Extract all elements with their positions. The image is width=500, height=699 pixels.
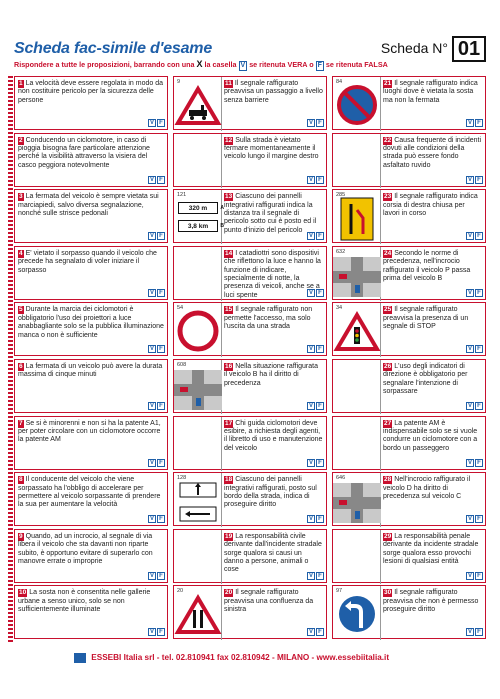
question-number: 30 (384, 589, 392, 597)
instructions (14, 59, 388, 71)
answer-boxes (307, 572, 324, 580)
answer-boxes (148, 459, 165, 467)
question-number: 6 (19, 363, 23, 370)
question-card (14, 359, 168, 413)
true-checkbox[interactable]: V (308, 176, 313, 183)
question-card (14, 416, 168, 470)
true-checkbox[interactable]: V (467, 572, 472, 579)
merge-warning-sign-icon (174, 586, 222, 640)
true-checkbox[interactable]: V (467, 516, 472, 523)
true-checkbox[interactable]: V (308, 403, 313, 409)
question-body: I catadiottri sono dispositivi che riflettono la luce e hanno la funzione di indicare, specialmente di notte, la presenza di veicoli, anche se a luci spente (224, 249, 321, 299)
false-checkbox[interactable]: F (475, 176, 483, 184)
question-number: 14 (225, 249, 233, 257)
question-card (14, 133, 168, 187)
question-card (173, 302, 327, 356)
answer-boxes (148, 628, 165, 636)
page-title: Scheda fac-simile d'esame (14, 40, 213, 57)
answer-boxes (148, 289, 165, 297)
figure-box (333, 360, 381, 414)
true-checkbox[interactable]: V (149, 629, 154, 636)
answer-boxes (148, 515, 165, 523)
traffic-light-sign-icon (333, 303, 381, 357)
false-checkbox[interactable]: F (316, 628, 324, 636)
false-checkbox[interactable]: F (157, 572, 165, 580)
question-text (383, 250, 482, 284)
question-number: 27 (384, 419, 392, 427)
question-card (173, 133, 327, 187)
false-checkbox[interactable]: F (316, 289, 324, 297)
figure-box (333, 586, 381, 640)
junction-diagram-icon (174, 360, 222, 414)
false-checkbox[interactable]: F (157, 289, 165, 297)
question-number: 2 (19, 136, 23, 144)
instructions-b: la casella (204, 60, 237, 69)
question-body: Nella situazione raffigurata il veicolo B ha il diritto di precedenza (224, 363, 318, 387)
question-number: 3 (19, 193, 23, 201)
answer-boxes (466, 459, 483, 467)
false-checkbox[interactable]: F (157, 119, 165, 127)
answer-boxes (307, 345, 324, 353)
instructions-f-box: F (317, 62, 322, 69)
question-card (173, 585, 327, 639)
answer-boxes (307, 515, 324, 523)
false-checkbox[interactable]: F (157, 402, 165, 410)
true-checkbox[interactable]: V (149, 516, 154, 523)
figure-box (333, 303, 381, 357)
question-text (383, 80, 482, 105)
question-number: 16 (225, 363, 233, 370)
figure-box (174, 77, 222, 131)
level-crossing-sign-icon (174, 77, 222, 131)
question-number: 11 (225, 80, 232, 87)
question-body: E' vietato il sorpasso quando il veicolo che precede ha segnalato di voler iniziare il sorpasso (18, 249, 157, 274)
true-checkbox[interactable]: V (467, 233, 472, 240)
true-checkbox[interactable]: V (308, 120, 313, 126)
question-body: Se si è minorenni e non si ha la patente A1, per poter circolare con un ciclomotore occorre la patente AM (18, 419, 161, 444)
question-body: La fermata di un veicolo può avere la durata massima di cinque minuti (18, 363, 163, 379)
false-checkbox[interactable]: F (475, 515, 483, 523)
answer-boxes (307, 232, 324, 240)
answer-boxes (466, 345, 483, 353)
question-card (332, 416, 486, 470)
false-checkbox[interactable]: F (316, 119, 324, 127)
question-card (173, 416, 327, 470)
false-checkbox[interactable]: F (475, 402, 483, 410)
true-checkbox[interactable]: V (467, 403, 472, 409)
false-checkbox[interactable]: F (475, 572, 483, 580)
scheda-label: Scheda N° (380, 40, 448, 56)
answer-boxes (466, 515, 483, 523)
true-checkbox[interactable]: V (308, 289, 313, 296)
question-card (173, 189, 327, 243)
question-text (383, 533, 482, 567)
true-checkbox[interactable]: V (149, 120, 154, 126)
question-text (224, 476, 323, 510)
question-card (332, 189, 486, 243)
false-checkbox[interactable]: F (475, 345, 483, 353)
question-text (18, 250, 164, 275)
question-number: 28 (384, 476, 392, 484)
question-card (14, 529, 168, 583)
answer-boxes (148, 345, 165, 353)
question-body: La responsabilità penale derivante da incidente stradale sorge qualora esso provochi lesioni di qualsiasi entità (383, 532, 479, 566)
question-card (14, 585, 168, 639)
left-rail (8, 76, 13, 642)
question-number: 24 (384, 249, 392, 257)
question-card (332, 302, 486, 356)
column-3 (332, 76, 486, 642)
true-checkbox[interactable]: V (467, 176, 472, 183)
question-body: Il segnale raffigurato non permette l'accesso, ma solo l'uscita da una strada (224, 306, 313, 331)
false-checkbox[interactable]: F (316, 232, 324, 240)
figure-number: 128 (177, 475, 187, 482)
figure-number: 121 (177, 192, 187, 199)
question-number: 23 (384, 193, 392, 201)
instructions-c: se ritenuta VERA o (249, 60, 314, 69)
question-number: 5 (19, 306, 23, 314)
question-text (18, 306, 164, 340)
false-checkbox[interactable]: F (316, 515, 324, 523)
question-text (18, 589, 164, 614)
answer-boxes (148, 119, 165, 127)
question-number: 4 (19, 249, 23, 257)
question-number: 17 (225, 419, 233, 427)
true-checkbox[interactable]: V (149, 459, 154, 466)
question-body: Il segnale raffigurato indica corsia di destra chiusa per lavori in corso (383, 193, 478, 217)
question-text (224, 306, 323, 331)
answer-boxes (307, 289, 324, 297)
question-number: 8 (19, 476, 23, 484)
answer-boxes (466, 289, 483, 297)
answer-boxes (148, 572, 165, 580)
figure-number: 84 (336, 79, 343, 85)
question-grid (14, 76, 486, 642)
question-card (14, 189, 168, 243)
answer-boxes (466, 232, 483, 240)
figure-number: 9 (177, 79, 181, 85)
question-text (224, 80, 323, 105)
question-card (332, 529, 486, 583)
question-text (224, 137, 323, 162)
question-text (383, 420, 482, 454)
true-checkbox[interactable]: V (467, 120, 472, 126)
answer-boxes (466, 119, 483, 127)
question-body: Ciascuno dei pannelli integrativi raffigurati indica la distanza tra il segnale di pericolo sotto cui è posto ed il punto d'inizio del pericolo (224, 193, 317, 234)
figure-box (333, 190, 381, 244)
answer-boxes (307, 119, 324, 127)
answer-boxes (307, 176, 324, 184)
instructions-d: se ritenuta FALSA (325, 60, 388, 69)
panel-letter: A (220, 205, 224, 212)
true-checkbox[interactable]: V (149, 176, 154, 183)
turn-left-sign-icon (333, 586, 381, 640)
instructions-a: Rispondere a tutte le proposizioni, barrando con una (14, 60, 195, 69)
question-card (14, 246, 168, 300)
question-card (14, 302, 168, 356)
question-text (383, 476, 482, 501)
answer-boxes (307, 628, 324, 636)
question-number: 21 (384, 80, 392, 87)
question-card (173, 76, 327, 130)
question-body: Il segnale raffigurato preavvisa la presenza di un segnale di STOP (383, 306, 469, 331)
question-body: Il segnale raffigurato indica luoghi dove è vietata la sosta ma non la fermata (383, 80, 478, 104)
false-checkbox[interactable]: F (475, 289, 483, 297)
distance-panel-plate: 320 m A (178, 202, 218, 214)
question-card (173, 246, 327, 300)
true-checkbox[interactable]: V (467, 289, 472, 296)
true-checkbox[interactable]: V (308, 459, 313, 466)
question-text (224, 533, 323, 575)
question-card (332, 359, 486, 413)
column-2 (173, 76, 327, 642)
answer-boxes (466, 628, 483, 636)
question-text (18, 137, 164, 171)
question-text (18, 363, 164, 380)
figure-number: 20 (177, 588, 184, 595)
question-body: Sulla strada è vietato fermare momentaneamente il veicolo lungo il margine destro (224, 136, 319, 161)
question-number: 10 (19, 589, 27, 597)
false-checkbox[interactable]: F (475, 232, 483, 240)
footer-text: ESSEBI Italia srl - tel. 02.810941 fax 02.810942 - MILANO - www.essebiitalia.it (91, 653, 390, 663)
figure-number: 285 (336, 192, 346, 199)
figure-box (174, 247, 222, 301)
figure-box (174, 360, 222, 414)
question-body: La fermata del veicolo è sempre vietata sui marciapiedi, salvo diversa segnalazione, nonché sulle strisce pedonali (18, 193, 159, 217)
false-checkbox[interactable]: F (157, 176, 165, 184)
question-text (18, 80, 164, 105)
question-body: Il segnale raffigurato preavvisa che non è permesso proseguire diritto (383, 589, 479, 614)
question-text (383, 589, 482, 614)
question-number: 1 (19, 80, 23, 87)
true-checkbox[interactable]: V (308, 629, 313, 636)
false-checkbox[interactable]: F (316, 176, 324, 184)
true-checkbox[interactable]: V (308, 572, 313, 579)
figure-box (333, 247, 381, 301)
figure-number: 97 (336, 588, 343, 595)
question-body: Il conducente del veicolo che viene sorpassato ha l'obbligo di accelerare per permettere al veicolo sorpassante di prendere la sua per aumentare la velocità (18, 476, 161, 509)
instructions-v-box: V (240, 62, 246, 69)
false-checkbox[interactable]: F (157, 628, 165, 636)
question-text (18, 420, 164, 445)
question-card (332, 585, 486, 639)
panel-letter: B (220, 223, 224, 230)
question-body: La velocità deve essere regolata in modo da non costituire pericolo per la sicurezza delle persone (18, 80, 163, 104)
false-checkbox[interactable]: F (316, 402, 324, 410)
question-number: 18 (225, 476, 233, 484)
true-checkbox[interactable]: V (308, 233, 313, 240)
question-text (383, 137, 482, 171)
figure-box (174, 473, 222, 527)
question-text (224, 193, 323, 235)
answer-boxes (307, 459, 324, 467)
junction-diagram-icon (333, 473, 381, 527)
false-checkbox[interactable]: F (475, 459, 483, 467)
figure-box (174, 303, 222, 357)
distance-panel-icon (178, 202, 224, 238)
answer-boxes (466, 572, 483, 580)
question-text (224, 589, 323, 614)
question-card (173, 359, 327, 413)
question-text (383, 193, 482, 218)
figure-number: 34 (336, 305, 343, 312)
question-number: 7 (19, 419, 23, 427)
question-text (18, 476, 164, 510)
false-checkbox[interactable]: F (475, 628, 483, 636)
true-checkbox[interactable]: V (308, 346, 313, 353)
question-card (14, 472, 168, 526)
false-checkbox[interactable]: F (157, 459, 165, 467)
figure-box (333, 473, 381, 527)
figure-number: 632 (336, 248, 346, 255)
figure-box (174, 190, 222, 244)
figure-number: 54 (177, 305, 184, 312)
false-checkbox[interactable]: F (157, 232, 165, 240)
header (10, 36, 488, 72)
false-checkbox[interactable]: F (316, 345, 324, 353)
question-number: 26 (384, 363, 392, 370)
question-card (332, 133, 486, 187)
question-number: 13 (225, 193, 233, 201)
answer-boxes (307, 402, 324, 410)
question-number: 20 (225, 589, 233, 597)
figure-box (174, 417, 222, 471)
question-body: Chi guida ciclomotori deve esibire, a richiesta degli agenti, il libretto di uso e manutenzione del veicolo (224, 419, 323, 452)
true-checkbox[interactable]: V (149, 403, 154, 409)
question-body: Quando, ad un incrocio, al segnale di via libera il veicolo che sta davanti non riparte subito, è opportuno evitare di superarlo con manovre errate o improprie (18, 532, 153, 566)
true-checkbox[interactable]: V (149, 572, 154, 579)
question-text (224, 420, 323, 454)
direction-panel-icon (174, 473, 222, 527)
figure-box (174, 586, 222, 640)
figure-number: 608 (177, 362, 187, 368)
question-body: Il segnale raffigurato preavvisa un passaggio a livello senza barriere (224, 80, 323, 104)
question-text (383, 306, 482, 331)
figure-box (333, 77, 381, 131)
question-card (173, 529, 327, 583)
true-checkbox[interactable]: V (149, 289, 154, 296)
answer-boxes (148, 402, 165, 410)
question-body: Secondo le norme di precedenza, nell'incrocio raffigurato il veicolo P passa prima del veicolo B (383, 249, 471, 283)
question-number: 25 (384, 306, 392, 314)
question-body: La sosta non è consentita nelle gallerie urbane a senso unico, solo se non sufficientemente illuminate (18, 589, 151, 614)
question-body: La patente AM è indispensabile solo se si vuole condurre un ciclomotore con a bordo un passeggero (383, 419, 478, 452)
no-parking-sign-icon (333, 77, 381, 131)
false-checkbox[interactable]: F (157, 515, 165, 523)
question-text (18, 533, 164, 567)
question-card (173, 472, 327, 526)
question-card (332, 76, 486, 130)
false-checkbox[interactable]: F (157, 345, 165, 353)
true-checkbox[interactable]: V (149, 233, 154, 240)
question-number: 12 (225, 136, 233, 144)
question-body: Il segnale raffigurato preavvisa una confluenza da sinistra (224, 589, 314, 614)
scheda-number: 01 (452, 36, 486, 62)
essebi-logo-icon (74, 653, 86, 663)
false-checkbox[interactable]: F (316, 459, 324, 467)
question-body: Conducendo un ciclomotore, in caso di pioggia bisogna fare particolare attenzione perché la visibilità attraverso la visiera del casco peggiora notevolmente (18, 136, 150, 169)
true-checkbox[interactable]: V (467, 346, 472, 353)
footer (74, 653, 454, 667)
figure-box (333, 134, 381, 188)
false-checkbox[interactable]: F (475, 119, 483, 127)
question-body: Durante la marcia dei ciclomotori è obbligatorio l'uso dei proiettori a luce anabbagliante solo se la pubblica illuminazione manca o non è sufficiente (18, 306, 164, 339)
figure-box (333, 530, 381, 584)
question-number: 29 (384, 532, 392, 540)
question-number: 9 (19, 532, 23, 540)
answer-boxes (148, 176, 165, 184)
question-card (332, 246, 486, 300)
question-body: Nell'incrocio raffigurato il veicolo D ha diritto di precedenza sul veicolo C (383, 476, 471, 500)
question-number: 22 (384, 136, 392, 144)
figure-box (174, 134, 222, 188)
answer-boxes (466, 402, 483, 410)
instructions-x: X (196, 59, 203, 69)
question-body: La responsabilità civile derivante dall'incidente stradale sorge qualora si causi un danno a persone, animali o cose (224, 532, 322, 574)
question-text (383, 363, 482, 397)
figure-box (174, 530, 222, 584)
true-checkbox[interactable]: V (467, 629, 472, 636)
question-text (224, 363, 323, 388)
question-body: Causa frequente di incidenti dovuti alle condizioni della strada può essere fondo asfaltato ruvido (383, 136, 482, 169)
false-checkbox[interactable]: F (316, 572, 324, 580)
question-number: 19 (225, 532, 233, 540)
junction-diagram-icon (333, 247, 381, 301)
true-checkbox[interactable]: V (467, 459, 472, 466)
question-body: L'uso degli indicatori di direzione è obbligatorio per segnalare l'intenzione di sorpassare (383, 363, 468, 396)
question-number: 15 (225, 306, 233, 314)
question-text (18, 193, 164, 218)
true-checkbox[interactable]: V (308, 516, 313, 523)
question-card (14, 76, 168, 130)
question-card (332, 472, 486, 526)
distance-panel-plate: 3,8 km B (178, 220, 218, 232)
lane-closed-sign-icon (333, 190, 381, 244)
true-checkbox[interactable]: V (149, 346, 154, 353)
question-body: Ciascuno dei pannelli integrativi raffigurati, posto sul bordo della strada, indica di proseguire diritto (224, 476, 317, 509)
no-entry-sign-icon (174, 303, 222, 357)
answer-boxes (466, 176, 483, 184)
answer-boxes (148, 232, 165, 240)
figure-number: 646 (336, 475, 346, 482)
column-1 (14, 76, 168, 642)
figure-box (333, 417, 381, 471)
